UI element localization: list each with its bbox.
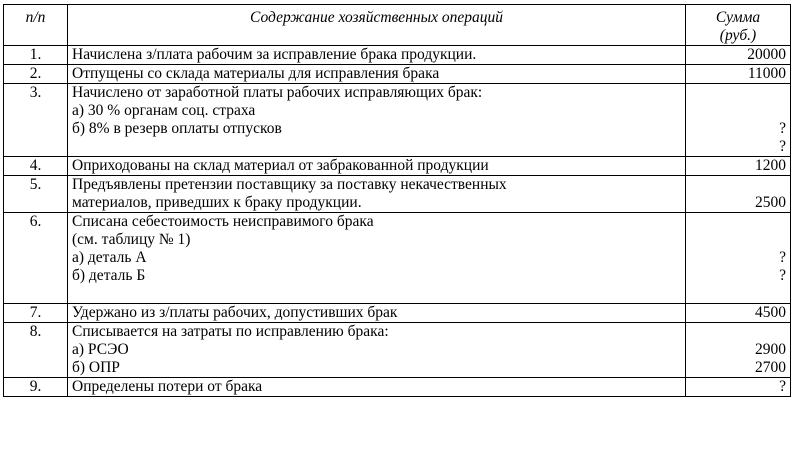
amount-line: 2700 <box>755 359 786 376</box>
description-line: Начислена з/плата рабочим за исправление брака продукции. <box>72 46 477 63</box>
row-amount <box>686 46 791 65</box>
header-amount <box>686 5 791 46</box>
table-row <box>4 84 791 157</box>
description-line: материалов, приведших к браку продукции. <box>72 194 362 211</box>
table-row <box>4 46 791 65</box>
row-description <box>68 323 686 378</box>
table-row <box>4 304 791 323</box>
description-line: б) деталь Б <box>72 267 146 284</box>
description-line <box>72 285 685 303</box>
row-description <box>68 84 686 157</box>
row-description <box>68 378 686 397</box>
row-number: 3. <box>4 84 68 157</box>
row-number: 1. <box>4 46 68 65</box>
row-description <box>68 65 686 84</box>
row-amount <box>686 65 791 84</box>
amount-line: 11000 <box>747 65 786 82</box>
description-line: Начислено от заработной платы рабочих исправляющих брак: <box>72 84 483 101</box>
row-amount <box>686 378 791 397</box>
amount-line: ? <box>779 378 786 395</box>
description-line: Списывается на затраты по исправлению брака: <box>72 323 389 340</box>
amount-line: 4500 <box>755 304 786 321</box>
row-amount <box>686 176 791 213</box>
table-row <box>4 65 791 84</box>
row-number: 6. <box>4 213 68 304</box>
table-row <box>4 213 791 304</box>
row-number: 5. <box>4 176 68 213</box>
amount-line: 2500 <box>755 194 786 211</box>
description-line <box>72 138 685 156</box>
row-description <box>68 304 686 323</box>
table-row <box>4 176 791 213</box>
amount-line: 1200 <box>755 157 786 174</box>
row-description <box>68 46 686 65</box>
header-description: Содержание хозяйственных операций <box>68 5 686 46</box>
description-line: а) РСЭО <box>72 341 129 358</box>
description-line: а) 30 % органам соц. страха <box>72 102 256 119</box>
amount-line: ? <box>779 267 786 284</box>
description-line: Предъявлены претензии поставщику за поставку некачественных <box>72 176 507 193</box>
amount-line: ? <box>779 249 786 266</box>
amount-line <box>686 176 786 194</box>
row-amount <box>686 157 791 176</box>
row-number: 7. <box>4 304 68 323</box>
amount-line <box>686 285 786 303</box>
amount-line: ? <box>779 138 786 155</box>
amount-line <box>686 84 786 102</box>
row-number: 9. <box>4 378 68 397</box>
row-amount <box>686 304 791 323</box>
amount-line <box>686 213 786 231</box>
description-line: Оприходованы на склад материал от забракованной продукции <box>72 157 489 174</box>
row-description <box>68 213 686 304</box>
amount-line <box>686 323 786 341</box>
row-number: 4. <box>4 157 68 176</box>
table-row <box>4 323 791 378</box>
header-number: п/п <box>4 5 68 46</box>
amount-line: ? <box>779 120 786 137</box>
description-line: (см. таблицу № 1) <box>72 231 191 248</box>
row-amount <box>686 323 791 378</box>
header-amount-line2: (руб.) <box>719 27 757 44</box>
amount-line: 20000 <box>747 46 786 63</box>
row-amount <box>686 213 791 304</box>
row-description <box>68 176 686 213</box>
row-number: 2. <box>4 65 68 84</box>
amount-line: 2900 <box>755 341 786 358</box>
description-line: Определены потери от брака <box>72 378 263 395</box>
description-line: Отпущены со склада материалы для исправления брака <box>72 65 440 82</box>
description-line: б) 8% в резерв оплаты отпусков <box>72 120 282 137</box>
row-description <box>68 157 686 176</box>
amount-line <box>686 102 786 120</box>
table-row <box>4 378 791 397</box>
table-row <box>4 157 791 176</box>
header-amount-line1: Сумма <box>715 9 761 26</box>
row-amount <box>686 84 791 157</box>
description-line: Списана себестоимость неисправимого брака <box>72 213 374 230</box>
description-line: Удержано из з/платы рабочих, допустивших брак <box>72 304 398 321</box>
amount-line <box>686 231 786 249</box>
row-number: 8. <box>4 323 68 378</box>
description-line: а) деталь А <box>72 249 147 266</box>
description-line: б) ОПР <box>72 359 120 376</box>
operations-table <box>3 4 791 397</box>
table-header-row <box>4 5 791 46</box>
